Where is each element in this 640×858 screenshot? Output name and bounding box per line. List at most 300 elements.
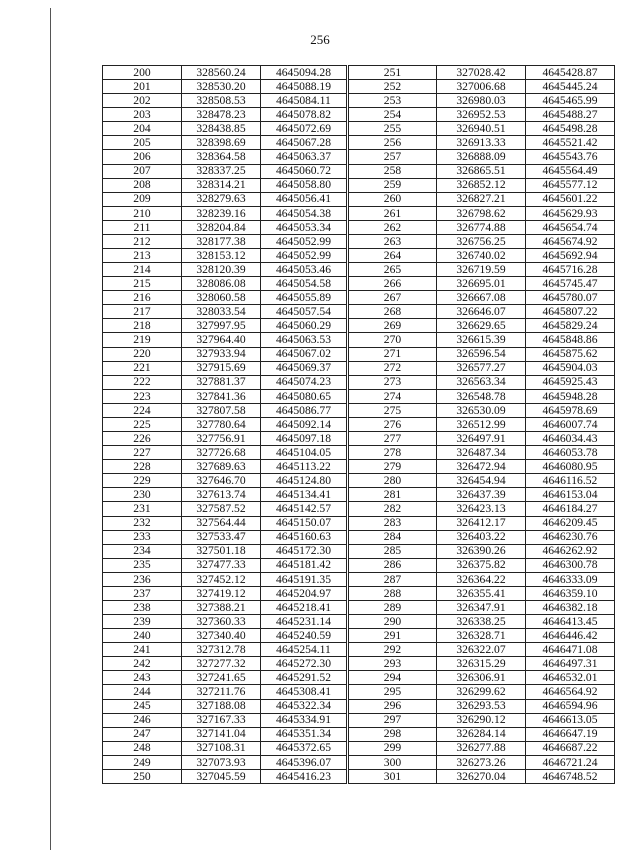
table-row — [349, 178, 615, 192]
y-coordinate-cell: 4646446.42 — [526, 629, 615, 643]
table-row — [349, 615, 615, 629]
y-coordinate-cell: 4645054.58 — [261, 277, 347, 291]
table-row — [103, 615, 347, 629]
point-number-cell: 288 — [349, 586, 437, 600]
table-row — [349, 516, 615, 530]
point-number-cell: 239 — [103, 615, 182, 629]
table-row — [103, 389, 347, 403]
x-coordinate-cell: 326487.34 — [437, 446, 526, 460]
x-coordinate-cell: 327006.68 — [437, 80, 526, 94]
y-coordinate-cell: 4645067.02 — [261, 347, 347, 361]
x-coordinate-cell: 326403.22 — [437, 530, 526, 544]
point-number-cell: 211 — [103, 220, 182, 234]
point-number-cell: 218 — [103, 319, 182, 333]
point-number-cell: 282 — [349, 502, 437, 516]
point-number-cell: 210 — [103, 206, 182, 220]
table-row — [349, 558, 615, 572]
table-row — [349, 685, 615, 699]
point-number-cell: 224 — [103, 403, 182, 417]
table-row — [103, 178, 347, 192]
table-row — [103, 446, 347, 460]
x-coordinate-cell: 328530.20 — [182, 80, 261, 94]
table-row — [103, 136, 347, 150]
point-number-cell: 235 — [103, 558, 182, 572]
y-coordinate-cell: 4646153.04 — [526, 488, 615, 502]
x-coordinate-cell: 326412.17 — [437, 516, 526, 530]
y-coordinate-cell: 4646080.95 — [526, 460, 615, 474]
x-coordinate-cell: 326530.09 — [437, 403, 526, 417]
x-coordinate-cell: 326667.08 — [437, 291, 526, 305]
table-row — [349, 375, 615, 389]
point-number-cell: 209 — [103, 192, 182, 206]
point-number-cell: 299 — [349, 741, 437, 755]
x-coordinate-cell: 326290.12 — [437, 713, 526, 727]
table-row — [103, 164, 347, 178]
point-number-cell: 267 — [349, 291, 437, 305]
table-row — [103, 755, 347, 769]
point-number-cell: 301 — [349, 769, 437, 783]
point-number-cell: 273 — [349, 375, 437, 389]
x-coordinate-cell: 326497.91 — [437, 432, 526, 446]
x-coordinate-cell: 327277.32 — [182, 657, 261, 671]
y-coordinate-cell: 4645052.99 — [261, 249, 347, 263]
x-coordinate-cell: 327997.95 — [182, 319, 261, 333]
table-row — [349, 460, 615, 474]
y-coordinate-cell: 4645521.42 — [526, 136, 615, 150]
table-row — [349, 530, 615, 544]
table-row — [349, 277, 615, 291]
table-row — [103, 319, 347, 333]
x-coordinate-cell: 326695.01 — [437, 277, 526, 291]
x-coordinate-cell: 326577.27 — [437, 361, 526, 375]
x-coordinate-cell: 328204.84 — [182, 220, 261, 234]
point-number-cell: 262 — [349, 220, 437, 234]
point-number-cell: 254 — [349, 108, 437, 122]
x-coordinate-cell: 326888.09 — [437, 150, 526, 164]
y-coordinate-cell: 4646564.92 — [526, 685, 615, 699]
point-number-cell: 252 — [349, 80, 437, 94]
y-coordinate-cell: 4646647.19 — [526, 727, 615, 741]
y-coordinate-cell: 4645060.72 — [261, 164, 347, 178]
table-row — [103, 685, 347, 699]
point-number-cell: 278 — [349, 446, 437, 460]
y-coordinate-cell: 4646262.92 — [526, 544, 615, 558]
table-row — [103, 333, 347, 347]
point-number-cell: 280 — [349, 474, 437, 488]
y-coordinate-cell: 4645054.38 — [261, 206, 347, 220]
y-coordinate-cell: 4646209.45 — [526, 516, 615, 530]
table-row — [349, 432, 615, 446]
table-row — [103, 699, 347, 713]
y-coordinate-cell: 4645488.27 — [526, 108, 615, 122]
point-number-cell: 232 — [103, 516, 182, 530]
y-coordinate-cell: 4646748.52 — [526, 769, 615, 783]
x-coordinate-cell: 327915.69 — [182, 361, 261, 375]
x-coordinate-cell: 328508.53 — [182, 94, 261, 108]
point-number-cell: 264 — [349, 249, 437, 263]
y-coordinate-cell: 4645904.03 — [526, 361, 615, 375]
table-row — [103, 277, 347, 291]
y-coordinate-cell: 4646413.45 — [526, 615, 615, 629]
table-row — [103, 572, 347, 586]
x-coordinate-cell: 327141.04 — [182, 727, 261, 741]
table-row — [349, 769, 615, 783]
x-coordinate-cell: 326852.12 — [437, 178, 526, 192]
point-number-cell: 286 — [349, 558, 437, 572]
y-coordinate-cell: 4645674.92 — [526, 234, 615, 248]
x-coordinate-cell: 328153.12 — [182, 249, 261, 263]
y-coordinate-cell: 4645053.46 — [261, 263, 347, 277]
y-coordinate-cell: 4645134.41 — [261, 488, 347, 502]
point-number-cell: 234 — [103, 544, 182, 558]
point-number-cell: 281 — [349, 488, 437, 502]
point-number-cell: 202 — [103, 94, 182, 108]
y-coordinate-cell: 4645150.07 — [261, 516, 347, 530]
y-coordinate-cell: 4645829.24 — [526, 319, 615, 333]
table-row — [349, 741, 615, 755]
point-number-cell: 237 — [103, 586, 182, 600]
table-row — [103, 432, 347, 446]
table-row — [103, 769, 347, 783]
y-coordinate-cell: 4646594.96 — [526, 699, 615, 713]
x-coordinate-cell: 326719.59 — [437, 263, 526, 277]
y-coordinate-cell: 4645465.99 — [526, 94, 615, 108]
x-coordinate-cell: 326315.29 — [437, 657, 526, 671]
x-coordinate-cell: 328478.23 — [182, 108, 261, 122]
table-row — [349, 206, 615, 220]
x-coordinate-cell: 327340.40 — [182, 629, 261, 643]
y-coordinate-cell: 4645074.23 — [261, 375, 347, 389]
table-row — [103, 249, 347, 263]
y-coordinate-cell: 4645925.43 — [526, 375, 615, 389]
x-coordinate-cell: 327312.78 — [182, 643, 261, 657]
coordinates-table-right — [348, 65, 615, 784]
point-number-cell: 295 — [349, 685, 437, 699]
y-coordinate-cell: 4645254.11 — [261, 643, 347, 657]
y-coordinate-cell: 4645745.47 — [526, 277, 615, 291]
table-row — [103, 516, 347, 530]
y-coordinate-cell: 4645218.41 — [261, 600, 347, 614]
y-coordinate-cell: 4645272.30 — [261, 657, 347, 671]
table-row — [103, 361, 347, 375]
y-coordinate-cell: 4645094.28 — [261, 66, 347, 80]
x-coordinate-cell: 326596.54 — [437, 347, 526, 361]
point-number-cell: 243 — [103, 671, 182, 685]
x-coordinate-cell: 326322.07 — [437, 643, 526, 657]
point-number-cell: 272 — [349, 361, 437, 375]
point-number-cell: 238 — [103, 600, 182, 614]
table-row — [349, 403, 615, 417]
point-number-cell: 229 — [103, 474, 182, 488]
y-coordinate-cell: 4645654.74 — [526, 220, 615, 234]
y-coordinate-cell: 4645078.82 — [261, 108, 347, 122]
y-coordinate-cell: 4645181.42 — [261, 558, 347, 572]
table-row — [349, 572, 615, 586]
table-row — [349, 319, 615, 333]
x-coordinate-cell: 326273.26 — [437, 755, 526, 769]
x-coordinate-cell: 327807.58 — [182, 403, 261, 417]
x-coordinate-cell: 327587.52 — [182, 502, 261, 516]
x-coordinate-cell: 328314.21 — [182, 178, 261, 192]
table-row — [349, 446, 615, 460]
x-coordinate-cell: 327613.74 — [182, 488, 261, 502]
x-coordinate-cell: 326952.53 — [437, 108, 526, 122]
table-row — [349, 389, 615, 403]
y-coordinate-cell: 4645092.14 — [261, 417, 347, 431]
y-coordinate-cell: 4645058.80 — [261, 178, 347, 192]
point-number-cell: 215 — [103, 277, 182, 291]
table-row — [349, 699, 615, 713]
y-coordinate-cell: 4645948.28 — [526, 389, 615, 403]
table-row — [103, 488, 347, 502]
y-coordinate-cell: 4645124.80 — [261, 474, 347, 488]
table-row — [103, 544, 347, 558]
table-row — [349, 671, 615, 685]
table-row — [103, 220, 347, 234]
table-row — [103, 530, 347, 544]
x-coordinate-cell: 328398.69 — [182, 136, 261, 150]
table-row — [349, 136, 615, 150]
table-row — [349, 347, 615, 361]
y-coordinate-cell: 4645692.94 — [526, 249, 615, 263]
x-coordinate-cell: 327533.47 — [182, 530, 261, 544]
scan-edge-line — [50, 8, 51, 850]
y-coordinate-cell: 4646532.01 — [526, 671, 615, 685]
y-coordinate-cell: 4646034.43 — [526, 432, 615, 446]
table-row — [103, 741, 347, 755]
point-number-cell: 261 — [349, 206, 437, 220]
point-number-cell: 245 — [103, 699, 182, 713]
table-row — [349, 474, 615, 488]
table-row — [349, 727, 615, 741]
x-coordinate-cell: 326563.34 — [437, 375, 526, 389]
table-row — [349, 488, 615, 502]
table-row — [349, 192, 615, 206]
table-row — [103, 347, 347, 361]
table-row — [349, 94, 615, 108]
point-number-cell: 247 — [103, 727, 182, 741]
y-coordinate-cell: 4646687.22 — [526, 741, 615, 755]
y-coordinate-cell: 4645848.86 — [526, 333, 615, 347]
point-number-cell: 298 — [349, 727, 437, 741]
y-coordinate-cell: 4645097.18 — [261, 432, 347, 446]
point-number-cell: 292 — [349, 643, 437, 657]
table-row — [349, 586, 615, 600]
table-row — [349, 66, 615, 80]
coordinates-table-left — [102, 65, 347, 784]
x-coordinate-cell: 328438.85 — [182, 122, 261, 136]
y-coordinate-cell: 4646300.78 — [526, 558, 615, 572]
y-coordinate-cell: 4645308.41 — [261, 685, 347, 699]
table-row — [103, 417, 347, 431]
y-coordinate-cell: 4645978.69 — [526, 403, 615, 417]
point-number-cell: 284 — [349, 530, 437, 544]
y-coordinate-cell: 4645172.30 — [261, 544, 347, 558]
x-coordinate-cell: 326364.22 — [437, 572, 526, 586]
x-coordinate-cell: 327211.76 — [182, 685, 261, 699]
y-coordinate-cell: 4645396.07 — [261, 755, 347, 769]
point-number-cell: 300 — [349, 755, 437, 769]
table-row — [103, 474, 347, 488]
point-number-cell: 283 — [349, 516, 437, 530]
x-coordinate-cell: 327028.42 — [437, 66, 526, 80]
x-coordinate-cell: 328177.38 — [182, 234, 261, 248]
table-row — [349, 713, 615, 727]
table-row — [103, 263, 347, 277]
x-coordinate-cell: 328060.58 — [182, 291, 261, 305]
x-coordinate-cell: 326347.91 — [437, 600, 526, 614]
x-coordinate-cell: 326865.51 — [437, 164, 526, 178]
table-row — [349, 80, 615, 94]
point-number-cell: 208 — [103, 178, 182, 192]
table-row — [103, 713, 347, 727]
point-number-cell: 250 — [103, 769, 182, 783]
table-row — [103, 80, 347, 94]
x-coordinate-cell: 328279.63 — [182, 192, 261, 206]
point-number-cell: 287 — [349, 572, 437, 586]
y-coordinate-cell: 4645084.11 — [261, 94, 347, 108]
x-coordinate-cell: 326328.71 — [437, 629, 526, 643]
y-coordinate-cell: 4645564.49 — [526, 164, 615, 178]
point-number-cell: 279 — [349, 460, 437, 474]
table-row — [103, 66, 347, 80]
y-coordinate-cell: 4646116.52 — [526, 474, 615, 488]
point-number-cell: 266 — [349, 277, 437, 291]
point-number-cell: 226 — [103, 432, 182, 446]
y-coordinate-cell: 4645088.19 — [261, 80, 347, 94]
point-number-cell: 246 — [103, 713, 182, 727]
point-number-cell: 217 — [103, 305, 182, 319]
table-row — [103, 586, 347, 600]
x-coordinate-cell: 327964.40 — [182, 333, 261, 347]
y-coordinate-cell: 4646359.10 — [526, 586, 615, 600]
table-row — [103, 234, 347, 248]
x-coordinate-cell: 327933.94 — [182, 347, 261, 361]
y-coordinate-cell: 4645060.29 — [261, 319, 347, 333]
x-coordinate-cell: 326355.41 — [437, 586, 526, 600]
x-coordinate-cell: 327564.44 — [182, 516, 261, 530]
y-coordinate-cell: 4646230.76 — [526, 530, 615, 544]
page-number: 256 — [310, 32, 330, 47]
x-coordinate-cell: 326512.99 — [437, 417, 526, 431]
x-coordinate-cell: 328560.24 — [182, 66, 261, 80]
y-coordinate-cell: 4645334.91 — [261, 713, 347, 727]
table-row — [349, 657, 615, 671]
point-number-cell: 255 — [349, 122, 437, 136]
y-coordinate-cell: 4645780.07 — [526, 291, 615, 305]
point-number-cell: 227 — [103, 446, 182, 460]
table-row — [349, 544, 615, 558]
table-row — [349, 600, 615, 614]
y-coordinate-cell: 4645629.93 — [526, 206, 615, 220]
point-number-cell: 216 — [103, 291, 182, 305]
table-row — [349, 263, 615, 277]
coordinates-tables — [102, 65, 615, 784]
table-row — [103, 305, 347, 319]
x-coordinate-cell: 326375.82 — [437, 558, 526, 572]
point-number-cell: 204 — [103, 122, 182, 136]
table-row — [103, 192, 347, 206]
point-number-cell: 291 — [349, 629, 437, 643]
point-number-cell: 275 — [349, 403, 437, 417]
x-coordinate-cell: 327501.18 — [182, 544, 261, 558]
point-number-cell: 212 — [103, 234, 182, 248]
y-coordinate-cell: 4645601.22 — [526, 192, 615, 206]
y-coordinate-cell: 4646053.78 — [526, 446, 615, 460]
y-coordinate-cell: 4645142.57 — [261, 502, 347, 516]
table-row — [349, 108, 615, 122]
x-coordinate-cell: 327841.36 — [182, 389, 261, 403]
y-coordinate-cell: 4646382.18 — [526, 600, 615, 614]
table-row — [349, 220, 615, 234]
point-number-cell: 290 — [349, 615, 437, 629]
point-number-cell: 221 — [103, 361, 182, 375]
y-coordinate-cell: 4645080.65 — [261, 389, 347, 403]
table-row — [349, 417, 615, 431]
table-row — [103, 460, 347, 474]
y-coordinate-cell: 4645204.97 — [261, 586, 347, 600]
x-coordinate-cell: 326277.88 — [437, 741, 526, 755]
table-row — [349, 122, 615, 136]
table-row — [349, 291, 615, 305]
x-coordinate-cell: 327477.33 — [182, 558, 261, 572]
y-coordinate-cell: 4645322.34 — [261, 699, 347, 713]
x-coordinate-cell: 327388.21 — [182, 600, 261, 614]
point-number-cell: 251 — [349, 66, 437, 80]
x-coordinate-cell: 328120.39 — [182, 263, 261, 277]
x-coordinate-cell: 328033.54 — [182, 305, 261, 319]
table-row — [103, 122, 347, 136]
point-number-cell: 205 — [103, 136, 182, 150]
point-number-cell: 223 — [103, 389, 182, 403]
y-coordinate-cell: 4645056.41 — [261, 192, 347, 206]
y-coordinate-cell: 4646007.74 — [526, 417, 615, 431]
table-row — [349, 164, 615, 178]
table-row — [103, 727, 347, 741]
point-number-cell: 242 — [103, 657, 182, 671]
point-number-cell: 244 — [103, 685, 182, 699]
y-coordinate-cell: 4645231.14 — [261, 615, 347, 629]
table-row — [349, 234, 615, 248]
table-row — [103, 375, 347, 389]
point-number-cell: 276 — [349, 417, 437, 431]
x-coordinate-cell: 326629.65 — [437, 319, 526, 333]
table-row — [103, 558, 347, 572]
x-coordinate-cell: 327756.91 — [182, 432, 261, 446]
y-coordinate-cell: 4646333.09 — [526, 572, 615, 586]
point-number-cell: 294 — [349, 671, 437, 685]
x-coordinate-cell: 327360.33 — [182, 615, 261, 629]
table-row — [103, 643, 347, 657]
y-coordinate-cell: 4645052.99 — [261, 234, 347, 248]
point-number-cell: 241 — [103, 643, 182, 657]
table-row — [103, 629, 347, 643]
x-coordinate-cell: 326980.03 — [437, 94, 526, 108]
point-number-cell: 231 — [103, 502, 182, 516]
y-coordinate-cell: 4646721.24 — [526, 755, 615, 769]
x-coordinate-cell: 326437.39 — [437, 488, 526, 502]
point-number-cell: 213 — [103, 249, 182, 263]
x-coordinate-cell: 327646.70 — [182, 474, 261, 488]
y-coordinate-cell: 4645063.37 — [261, 150, 347, 164]
point-number-cell: 230 — [103, 488, 182, 502]
point-number-cell: 253 — [349, 94, 437, 108]
point-number-cell: 259 — [349, 178, 437, 192]
y-coordinate-cell: 4645807.22 — [526, 305, 615, 319]
y-coordinate-cell: 4645428.87 — [526, 66, 615, 80]
y-coordinate-cell: 4645875.62 — [526, 347, 615, 361]
point-number-cell: 249 — [103, 755, 182, 769]
